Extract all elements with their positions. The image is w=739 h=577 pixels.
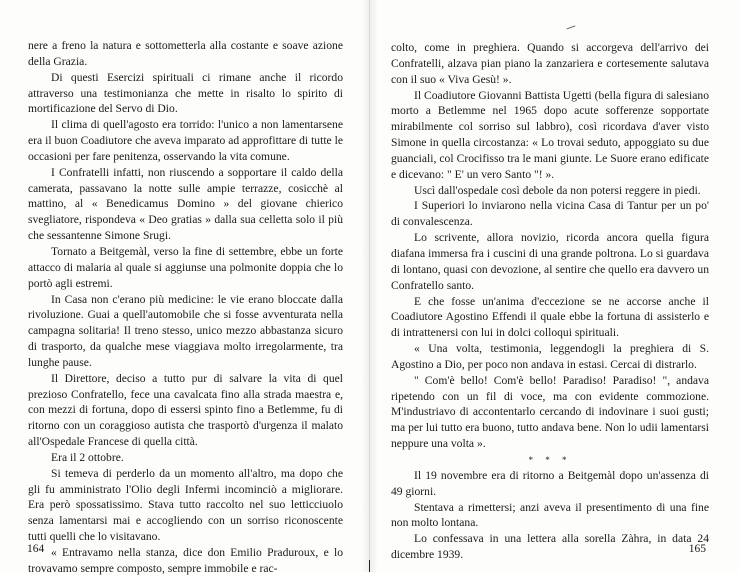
paragraph: I Superiori lo inviarono nella vicina Casa di Tantur per un po' di convalescenza.	[391, 199, 709, 229]
paragraph: Tornato a Beitgemàl, verso la fine di settembre, ebbe un forte attacco di malaria al quale si aggiunse una polmonite doppia che lo portò agli estremi.	[28, 244, 343, 290]
paragraph: Lo scrivente, allora novizio, ricorda ancora quella figura diafana immersa fra i cuscini di una grande poltrona. Lo si guardava di lontano, quasi con devozione, al sentire che quello era davvero un Confratello santo.	[391, 231, 709, 292]
section-separator: * * *	[528, 454, 572, 465]
paragraph: Il 19 novembre era di ritorno a Beitgemàl dopo un'assenza di 49 giorni.	[391, 468, 709, 498]
paragraph: Si temeva di perderlo da un momento all'altro, ma dopo che gli fu amministrato l'Olio degli Infermi incominciò a migliorare. Era però spossatissimo. Stava tutto raccolto nel suo letticciuolo senza lamentarsi mai e accogliendo con un sorriso riconoscente tutti quelli che lo visitavano.	[28, 466, 343, 544]
paragraph: I Confratelli infatti, non riuscendo a sopportare il caldo della camerata, passavano la notte sulle ampie terrazze, cosicchè al mattino, al « Benedicamus Domino » del giovane chierico svegliatore, rispondeva « Deo gratias » dalla sua celletta solo il più che sessantenne Simone Srugi.	[28, 165, 343, 243]
left-page	[28, 38, 343, 577]
paragraph: In Casa non c'erano più medicine: le vie erano bloccate dalla rivoluzione. Guai a quell'automobile che si fosse avventurata nella campagna solitaria! Il treno stesso, unico mezzo abbastanza sicuro di trasporto, da qualche mese viaggiava molto irregolarmente, tra lunghe pause.	[28, 292, 343, 369]
paragraph: « Una volta, testimonia, leggendogli la preghiera di S. Agostino a Dio, per poco non andava in estasi. Cercai di distrarlo.	[391, 342, 709, 371]
right-page	[391, 40, 709, 563]
paragraph: " Com'è bello! Com'è bello! Paradiso! Paradiso! ", andava ripetendo con un fil di voce, ma con evidente commozione. M'industriavo di accontentarlo cercando di indovinare i suoi gusti; ma per lui tutto era buono, tutto andava bene. Non lo udii lamentarsi neppure una volta ».	[391, 373, 709, 451]
paragraph: Il clima di quell'agosto era torrido: l'unico a non lamentarsene era il buon Coadiutore che aveva imparato ad approfittare di tutte le occasioni per fare penitenza, osservando la vita comune.	[28, 118, 343, 163]
pencil-mark	[566, 23, 576, 30]
paragraph: Era il 2 ottobre.	[51, 450, 124, 464]
paragraph: Lo confessava in una lettera alla sorella Zàhra, in data 24 dicembre 1939.	[391, 532, 709, 562]
page-number-left: 164	[27, 543, 45, 555]
paragraph: Il Coadiutore Giovanni Battista Ugetti (bella figura di salesiano morto a Betlemme nel 1965 dopo acute sofferenze sopportate mirabilmente col sorriso sul labbro), così ricordava d'aver visto Simone in quella circostanza: « Lo trovai seduto, appoggiato su due guanciali, col Crocifisso tra le mani giunte. Le Suore erano edificate e dicevano: " E' un vero Santo "! ».	[391, 88, 709, 181]
book-gutter	[369, 0, 370, 572]
paragraph: Uscì dall'ospedale così debole da non potersi reggere in piedi.	[414, 183, 701, 197]
paragraph: Stentava a rimettersi; anzi aveva il presentimento di una fine non molto lontana.	[391, 500, 709, 530]
gutter-mark	[369, 560, 370, 572]
paragraph: Il Direttore, deciso a tutto pur di salvare la vita di quel prezioso Confratello, fece una cavalcata fino alla strada maestra e, con mezzi di fortuna, dopo di essersi spinto fino a Betlemme, fu di ritorno con un coraggioso autista che trasportò d'urgenza il malato all'Ospedale Francese di quella città.	[28, 371, 343, 449]
paragraph: nere a freno la natura e sottometterla alla costante e soave azione della Grazia.	[28, 39, 343, 68]
paragraph: E che fosse un'anima d'eccezione se ne accorse anche il Coadiutore Agostino Effendi il quale ebbe la fortuna di assisterlo e di intrattenersi con lui in dolci colloqui spirituali.	[391, 294, 709, 340]
paragraph: Di questi Esercizi spirituali ci rimane anche il ricordo attraverso una testimonianza che mette in risalto lo spirito di mortificazione del Servo di Dio.	[28, 70, 343, 116]
gutter-shadow	[362, 0, 378, 572]
page-number-right: 165	[688, 543, 706, 555]
paragraph: « Entravamo nella stanza, dice don Emilio Praduroux, e lo trovavamo sempre composto, sempre immobile e rac-	[28, 546, 343, 575]
paragraph: colto, come in preghiera. Quando si accorgeva dell'arrivo dei Confratelli, alzava pian piano la zanzariera e cortesemente salutava con il suo « Viva Gesù! ».	[391, 41, 709, 86]
